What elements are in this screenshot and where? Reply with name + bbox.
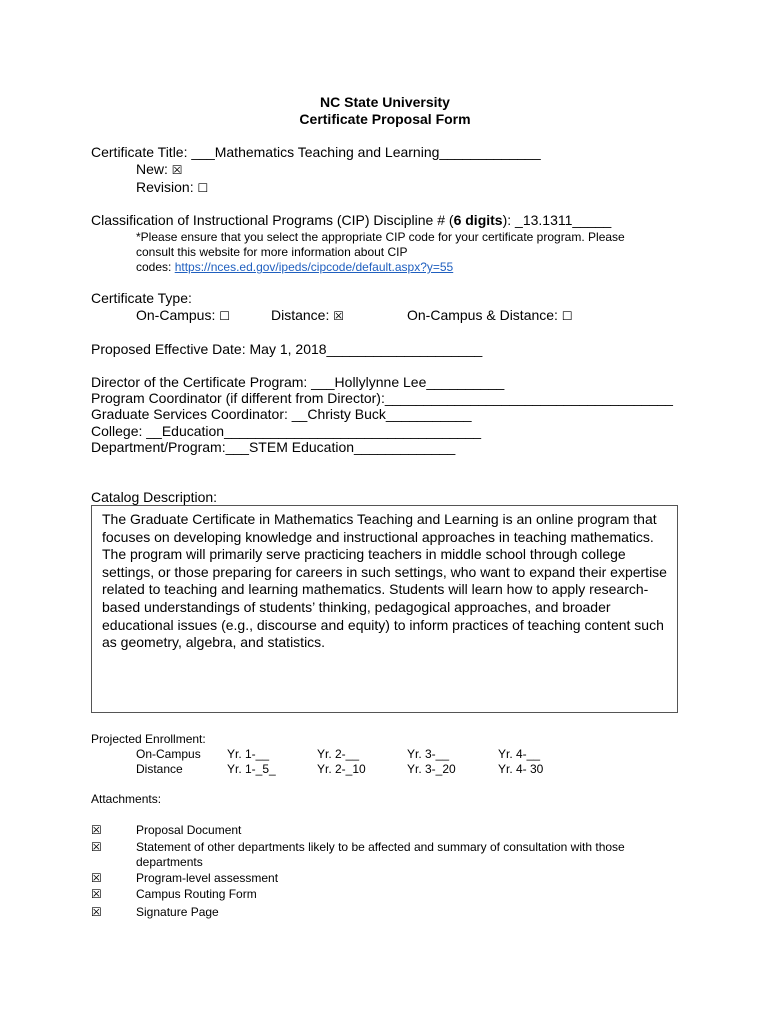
distance-label: Distance:: [271, 307, 330, 323]
enrollment-cell: Yr. 2-__: [317, 747, 360, 761]
catalog-description-label: Catalog Description:: [91, 489, 218, 505]
college-field: College: __Education_________________________________: [91, 423, 482, 439]
coordinator-field: Program Coordinator (if different from Director):_____________________________________: [91, 390, 673, 406]
attachment-checkbox[interactable]: ☒: [91, 905, 102, 919]
effective-date: Proposed Effective Date: May 1, 2018____________________: [91, 341, 483, 357]
cip-codes-label: codes:: [136, 260, 172, 274]
cip-link[interactable]: https://nces.ed.gov/ipeds/cipcode/default.aspx?y=55: [174, 260, 454, 274]
cip-note-line-1: *Please ensure that you select the appropriate CIP code for your certificate program. Please: [136, 230, 625, 244]
attachment-label: Campus Routing Form: [136, 887, 257, 901]
attachment-label-continued: departments: [136, 855, 203, 869]
distance-checkbox[interactable]: ☒: [333, 309, 345, 323]
attachment-label: Statement of other departments likely to be affected and summary of consultation with those: [136, 840, 625, 854]
on-campus-label: On-Campus:: [136, 307, 216, 323]
enrollment-cell: Yr. 4- 30: [498, 762, 544, 776]
enrollment-cell: Yr. 3-_20: [407, 762, 456, 776]
attachment-label: Signature Page: [136, 905, 219, 919]
enrollment-cell: Yr. 4-__: [498, 747, 541, 761]
attachment-label: Proposal Document: [136, 823, 242, 837]
enrollment-cell: Yr. 1-_5_: [227, 762, 276, 776]
revision-label: Revision:: [136, 179, 194, 195]
revision-checkbox-row: [136, 179, 208, 196]
attachment-checkbox[interactable]: ☒: [91, 887, 102, 901]
certificate-title-label: Certificate Title:: [91, 144, 188, 160]
cip-note-line-3: [136, 259, 453, 275]
cip-label-start: Classification of Instructional Programs (CIP) Discipline # (: [91, 212, 454, 228]
distance-option: [271, 307, 344, 324]
catalog-description-text: The Graduate Certificate in Mathematics Teaching and Learning is an online program that focuses on developing knowledge and instructional approaches in teaching mathematics. The program will primarily serve practicing teachers in middle school through college settings, or those preparing for careers in such settings, who want to expand their expertise related to teaching and learning mathematics. Students will learn how to apply research-based understandings of students’ thinking, pedagogical approaches, and broader educational issues (e.g., discourse and equity) to inform practices of teaching content such as geometry, algebra, and statistics.: [102, 511, 667, 651]
cip-row: [91, 212, 611, 228]
enrollment-cell: Yr. 1-__: [227, 747, 270, 761]
certificate-type-label: Certificate Type:: [91, 290, 192, 306]
cip-note-line-2: consult this website for more information about CIP: [136, 245, 408, 259]
enrollment-row-name: Distance: [136, 762, 183, 776]
both-option: [407, 307, 573, 324]
certificate-title-row: [91, 144, 541, 160]
new-label: New:: [136, 161, 168, 177]
university-name: NC State University: [320, 94, 450, 110]
cip-label-bold: 6 digits: [453, 212, 503, 228]
revision-checkbox[interactable]: ☐: [197, 181, 209, 195]
enrollment-cell: Yr. 2-_10: [317, 762, 366, 776]
form-title: Certificate Proposal Form: [299, 111, 471, 127]
new-checkbox[interactable]: ☒: [171, 163, 183, 177]
enrollment-label: Projected Enrollment:: [91, 732, 206, 746]
attachment-checkbox[interactable]: ☒: [91, 840, 102, 854]
enrollment-cell: Yr. 3-__: [407, 747, 450, 761]
attachment-checkbox[interactable]: ☒: [91, 871, 102, 885]
attachment-checkbox[interactable]: ☒: [91, 823, 102, 837]
enrollment-row-name: On-Campus: [136, 747, 201, 761]
cip-value: ): _13.1311_____: [502, 212, 612, 228]
on-campus-checkbox[interactable]: ☐: [219, 309, 231, 323]
grad-services-field: Graduate Services Coordinator: __Christy Buck___________: [91, 406, 472, 422]
on-campus-option: [136, 307, 230, 324]
attachments-label: Attachments:: [91, 792, 162, 806]
new-checkbox-row: [136, 161, 183, 178]
attachment-label: Program-level assessment: [136, 871, 279, 885]
certificate-title-value: ___Mathematics Teaching and Learning_____________: [191, 144, 541, 160]
director-field: Director of the Certificate Program: ___Hollylynne Lee__________: [91, 374, 505, 390]
both-checkbox[interactable]: ☐: [561, 309, 573, 323]
both-label: On-Campus & Distance:: [407, 307, 558, 323]
department-field: Department/Program:___STEM Education_____________: [91, 439, 456, 455]
